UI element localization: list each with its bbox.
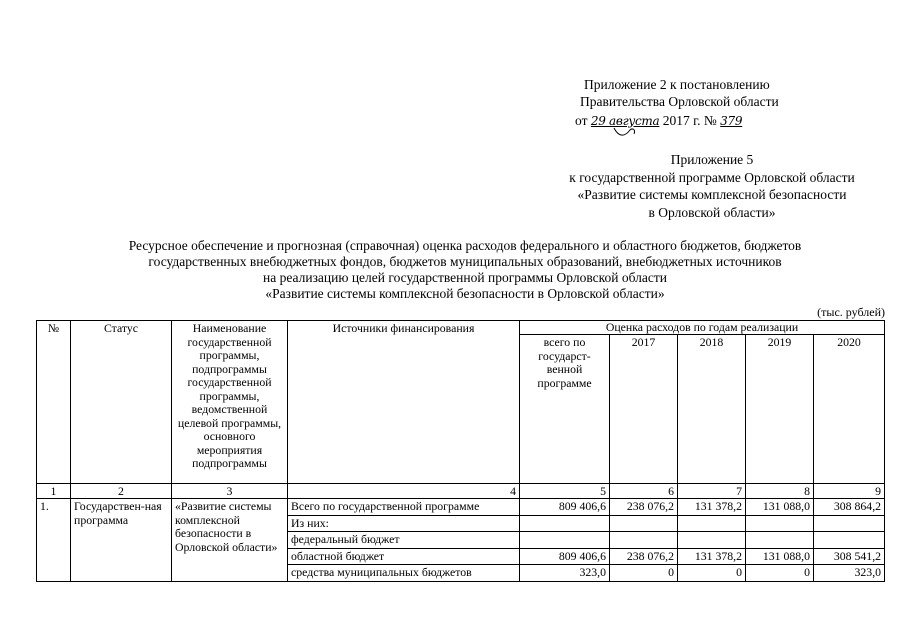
- value-2020: 308 864,2: [814, 499, 885, 516]
- approval-line-1: Приложение 2 к постановлению: [584, 77, 770, 92]
- value-2018: [678, 532, 746, 549]
- header-status: Статус: [71, 321, 172, 484]
- value-2019: 0: [746, 565, 814, 582]
- title-line-1: Ресурсное обеспечение и прогнозная (справочная) оценка расходов федерального и областного бюджетов, бюджетов: [128, 238, 802, 253]
- value-2018: 131 378,2: [678, 499, 746, 516]
- header-total: всего по государст-венной программе: [520, 335, 610, 484]
- value-total: [520, 515, 610, 532]
- source-label: Всего по государственной программе: [288, 499, 520, 516]
- value-2019: [746, 515, 814, 532]
- col-number-8: 8: [746, 484, 814, 499]
- header-2019: 2019: [746, 335, 814, 484]
- source-label: областной бюджет: [288, 548, 520, 565]
- header-2020: 2020: [814, 335, 885, 484]
- header-2018: 2018: [678, 335, 746, 484]
- table-row: [37, 499, 885, 516]
- value-total: 809 406,6: [520, 548, 610, 565]
- program-status: Государствен-ная программа: [71, 499, 172, 582]
- col-number-1: 1: [37, 484, 71, 499]
- header-no: №: [37, 321, 71, 484]
- col-number-2: 2: [71, 484, 172, 499]
- source-label: средства муниципальных бюджетов: [288, 565, 520, 582]
- value-total: 809 406,6: [520, 499, 610, 516]
- appendix-line-4: в Орловской области»: [648, 205, 776, 220]
- handwritten-number: 379: [720, 114, 743, 128]
- signature-mark: [612, 126, 642, 140]
- value-2020: [814, 515, 885, 532]
- value-2019: [746, 532, 814, 549]
- value-2017: 0: [610, 565, 678, 582]
- source-label: Из них:: [288, 515, 520, 532]
- value-2019: 131 088,0: [746, 499, 814, 516]
- col-number-5: 5: [520, 484, 610, 499]
- value-2018: 0: [678, 565, 746, 582]
- header-row-1: [37, 321, 885, 335]
- value-2020: [814, 532, 885, 549]
- col-number-6: 6: [610, 484, 678, 499]
- value-2017: 238 076,2: [610, 499, 678, 516]
- program-no: 1.: [37, 499, 71, 582]
- header-sources: Источники финансирования: [288, 321, 520, 484]
- approval-date-line: [575, 112, 742, 130]
- source-label: федеральный бюджет: [288, 532, 520, 549]
- unit-label: (тыс. рублей): [817, 305, 885, 319]
- value-2017: [610, 515, 678, 532]
- col-number-7: 7: [678, 484, 746, 499]
- value-2020: 308 541,2: [814, 548, 885, 565]
- appendix-line-3: «Развитие системы комплексной безопасности: [577, 187, 847, 202]
- value-total: 323,0: [520, 565, 610, 582]
- col-number-3: 3: [172, 484, 288, 499]
- value-2018: [678, 515, 746, 532]
- value-2017: [610, 532, 678, 549]
- col-number-9: 9: [814, 484, 885, 499]
- column-number-row: [37, 484, 885, 499]
- title-line-4: «Развитие системы комплексной безопасности в Орловской области»: [265, 286, 665, 301]
- approval-line-2: Правительства Орловской области: [580, 94, 779, 109]
- header-2017: 2017: [610, 335, 678, 484]
- value-2020: 323,0: [814, 565, 885, 582]
- appendix-line-2: к государственной программе Орловской области: [569, 170, 855, 185]
- col-number-4: 4: [288, 484, 520, 499]
- value-2019: 131 088,0: [746, 548, 814, 565]
- approval-year: 2017 г. №: [662, 113, 717, 128]
- value-2017: 238 076,2: [610, 548, 678, 565]
- header-name: Наименование государственной программы, подпрограммы государственной программы, ведомственной целевой программы, основного мероприятия подпрограммы: [172, 321, 288, 484]
- program-name: «Развитие системы комплексной безопасности в Орловской области»: [172, 499, 288, 582]
- title-line-3: на реализацию целей государственной программы Орловской области: [263, 270, 667, 285]
- resource-table: [36, 320, 885, 582]
- document-title: [55, 238, 875, 302]
- handwritten-date: 29 августа: [590, 114, 660, 128]
- header-estimate: Оценка расходов по годам реализации: [520, 321, 885, 335]
- value-total: [520, 532, 610, 549]
- appendix-line-1: Приложение 5: [670, 152, 754, 167]
- approval-ot: от: [575, 113, 588, 128]
- title-line-2: государственных внебюджетных фондов, бюджетов муниципальных образований, внебюджетных источников: [148, 254, 782, 269]
- value-2018: 131 378,2: [678, 548, 746, 565]
